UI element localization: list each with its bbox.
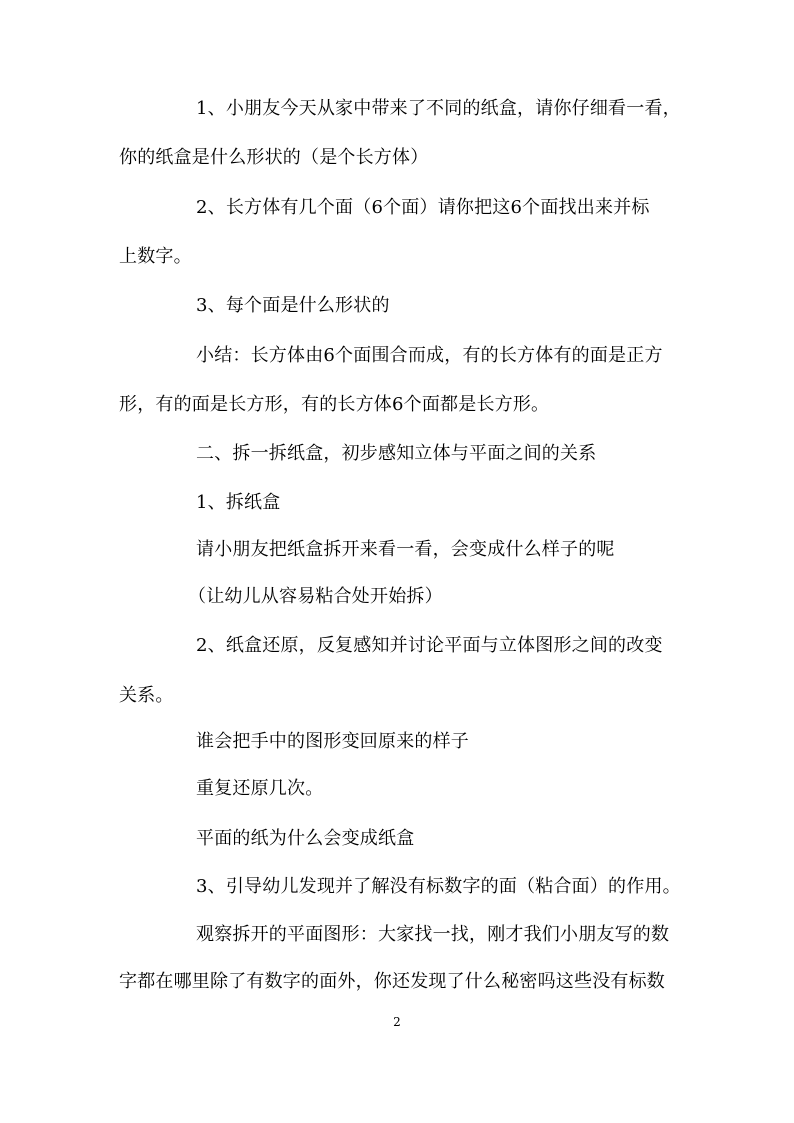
paragraph-line-18: 观察拆开的平面图形：大家找一找，刚才我们小朋友写的数 <box>196 924 670 945</box>
paragraph-line-17: 3、引导幼儿发现并了解没有标数字的面（粘合面）的作用。 <box>196 876 681 897</box>
paragraph-line-3: 2、长方体有几个面（6个面）请你把这6个面找出来并标 <box>196 197 650 218</box>
paragraph-line-5: 3、每个面是什么形状的 <box>196 295 390 316</box>
paragraph-line-13: 关系。 <box>119 685 174 706</box>
paragraph-line-6: 小结：长方体由6个面围合而成，有的长方体有的面是正方 <box>196 345 663 366</box>
paragraph-line-1: 1、小朋友今天从家中带来了不同的纸盒，请你仔细看一看， <box>196 98 681 119</box>
paragraph-line-4: 上数字。 <box>119 246 192 267</box>
section-heading: 二、拆一拆纸盒，初步感知立体与平面之间的关系 <box>196 443 597 464</box>
paragraph-line-16: 平面的纸为什么会变成纸盒 <box>196 828 415 849</box>
paragraph-line-14: 谁会把手中的图形变回原来的样子 <box>196 731 469 752</box>
paragraph-line-7: 形，有的面是长方形，有的长方体6个面都是长方形。 <box>119 394 550 415</box>
paragraph-line-10: 请小朋友把纸盒拆开来看一看，会变成什么样子的呢 <box>196 539 615 560</box>
paragraph-line-11: （让幼儿从容易粘合处开始拆） <box>188 586 443 607</box>
page-number: 2 <box>393 1015 401 1029</box>
paragraph-line-15: 重复还原几次。 <box>196 778 324 799</box>
paragraph-line-2: 你的纸盒是什么形状的（是个长方体） <box>119 147 429 168</box>
paragraph-line-12: 2、纸盒还原，反复感知并讨论平面与立体图形之间的改变 <box>196 635 663 656</box>
paragraph-line-9: 1、拆纸盒 <box>196 492 281 513</box>
paragraph-line-19: 字都在哪里除了有数字的面外，你还发现了什么秘密吗这些没有标数 <box>119 971 665 992</box>
